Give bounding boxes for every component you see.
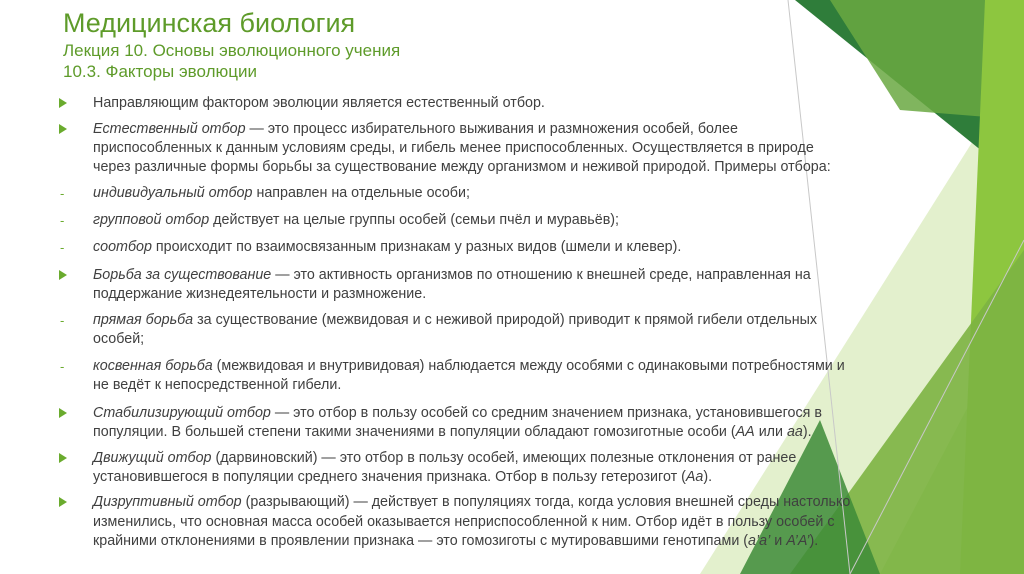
body-text: происходит по взаимосвязанным признакам у разных видов (шмели и клевер). — [151, 239, 682, 256]
term-text: АА — [735, 423, 755, 440]
body-text: ). — [809, 532, 819, 549]
bullet-list — [58, 94, 1008, 557]
title-block — [63, 6, 823, 82]
term-text: аа — [786, 423, 803, 440]
body-text: особей; — [93, 330, 145, 347]
text-line — [93, 120, 1008, 139]
text-line — [93, 94, 1008, 113]
list-item — [58, 266, 1008, 304]
term-text: групповой отбор — [93, 211, 210, 228]
dash-bullet-icon: - — [60, 359, 65, 375]
list-item — [58, 120, 1008, 178]
triangle-bullet-icon — [59, 270, 67, 280]
triangle-bullet-icon — [59, 124, 67, 134]
body-text: ). — [703, 468, 713, 485]
slide-subtitle-section: 10.3. Факторы эволюции — [63, 62, 257, 81]
list-item — [58, 449, 1008, 487]
term-text: Стабилизирующий отбор — [93, 404, 271, 421]
term-text: А’А’ — [786, 532, 810, 549]
text-line — [93, 184, 1008, 203]
body-text: ). — [802, 423, 812, 440]
dash-bullet-icon: - — [60, 212, 65, 228]
slide-title: Медицинская биология — [63, 8, 356, 38]
dash-bullet-icon: - — [60, 185, 65, 201]
text-line — [93, 211, 1008, 230]
body-text: установившегося в популяции среднего значения признака. Отбор в пользу гетерозигот ( — [93, 468, 686, 485]
body-text: популяции. В большей степени такими значениями в популяции обладают гомозиготные особи ( — [93, 423, 736, 440]
sub-list-item — [58, 184, 1008, 203]
term-text: соотбор — [93, 239, 152, 256]
term-text: Движущий отбор — [93, 449, 212, 466]
text-line — [93, 532, 1008, 551]
sub-list-item — [58, 211, 1008, 230]
text-line — [93, 376, 1008, 395]
body-text: (дарвиновский) — это отбор в пользу особей, имеющих полезные отклонения от ранее — [211, 449, 797, 466]
body-text: через различные формы борьбы за существование между организмом и неживой природой. Примеры отбора: — [93, 159, 831, 175]
body-text: за существование (межвидовая и с неживой природой) приводит к прямой гибели отдельных — [193, 311, 818, 328]
term-text: Борьба за существование — [93, 266, 272, 283]
body-text: (разрывающий) — действует в популяциях тогда, когда условия внешней среды настолько — [241, 494, 851, 511]
body-text: крайними отклонениями в проявлении признака — это гомозиготы с мутировавшими генотипами ( — [93, 532, 749, 549]
body-text: не ведёт к непосредственной гибели. — [93, 377, 342, 394]
text-line — [93, 311, 1008, 330]
term-text: а’а’ — [748, 532, 771, 549]
sub-list-item — [58, 238, 1008, 257]
text-line — [93, 285, 1008, 304]
text-line — [93, 330, 1008, 349]
body-text: действует на целые группы особей (семьи пчёл и муравьёв); — [209, 211, 620, 228]
triangle-bullet-icon — [59, 453, 67, 463]
sub-list-item — [58, 311, 1008, 349]
body-text: (межвидовая и внутривидовая) наблюдается между особями с одинаковыми потребностями и — [212, 358, 845, 375]
triangle-bullet-icon — [59, 98, 67, 108]
term-text: Естественный отбор — [93, 120, 246, 137]
text-line — [93, 404, 1008, 423]
sub-list-item — [58, 357, 1008, 395]
text-line — [93, 266, 1008, 285]
text-line — [93, 357, 1008, 376]
body-text: Направляющим фактором эволюции является естественный отбор. — [93, 95, 545, 111]
body-text: поддержание жизнедеятельности и размножение. — [93, 285, 427, 302]
text-line — [93, 158, 1008, 177]
body-text: приспособленных к данным условиям среды, и гибель менее приспособленных. Осуществляется в природе — [93, 139, 814, 156]
term-text: Аа — [685, 468, 704, 485]
term-text: косвенная борьба — [93, 358, 213, 375]
dash-bullet-icon: - — [60, 312, 65, 328]
body-text: — это отбор в пользу особей со средним значением признака, установившегося в — [270, 404, 822, 421]
body-text: и — [770, 532, 787, 549]
body-text: или — [754, 423, 787, 440]
body-text: — это активность организмов по отношению к внешней среде, направленная на — [271, 266, 811, 283]
text-line — [93, 493, 1008, 512]
text-line — [93, 139, 1008, 158]
term-text: Дизруптивный отбор — [93, 494, 242, 511]
list-item — [58, 404, 1008, 442]
dash-bullet-icon: - — [60, 240, 65, 256]
list-item — [58, 493, 1008, 551]
text-line — [93, 449, 1008, 468]
list-item — [58, 94, 1008, 113]
triangle-bullet-icon — [59, 497, 67, 507]
term-text: индивидуальный отбор — [93, 184, 253, 201]
text-line — [93, 513, 1008, 532]
text-line — [93, 468, 1008, 487]
body-text: — это процесс избирательного выживания и размножения особей, более — [245, 120, 738, 137]
term-text: прямая борьба — [93, 311, 194, 328]
triangle-bullet-icon — [59, 408, 67, 418]
body-text: направлен на отдельные особи; — [252, 184, 470, 201]
slide-subtitle-lecture: Лекция 10. Основы эволюционного учения — [63, 41, 401, 60]
text-line — [93, 423, 1008, 442]
body-text: изменились, что основная масса особей оказывается неприспособленной к ним. Отбор идёт в пользу особей с — [93, 513, 835, 530]
text-line — [93, 238, 1008, 257]
